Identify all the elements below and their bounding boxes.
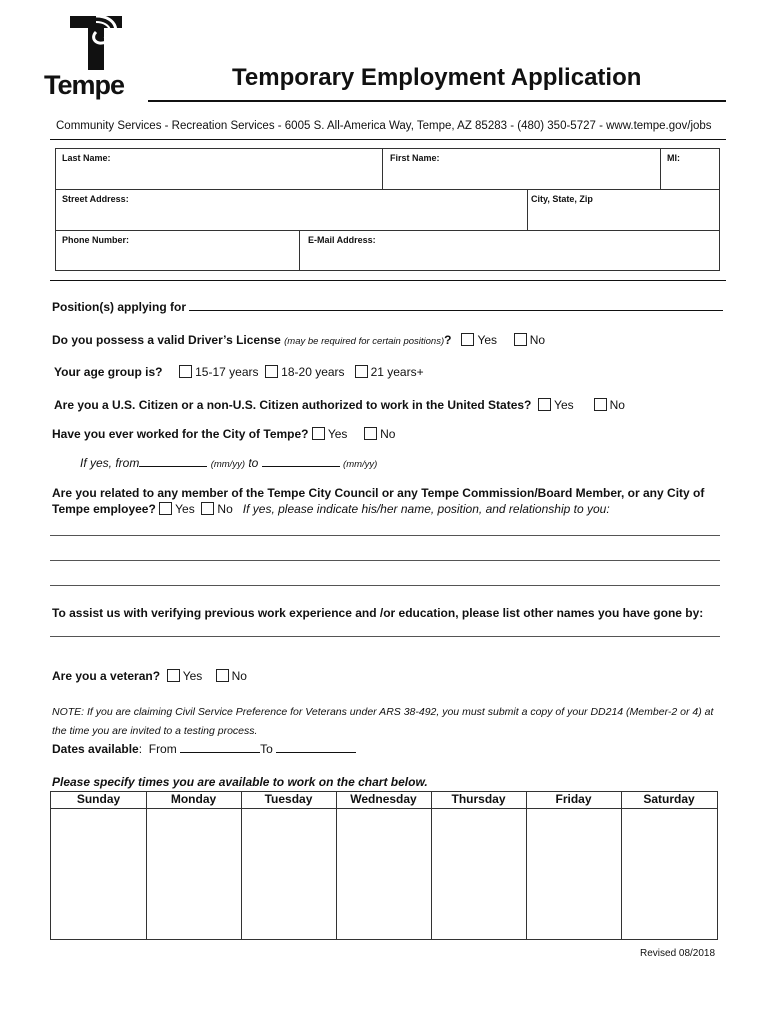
schedule-day-tuesday: Tuesday — [264, 792, 313, 806]
availability-schedule-table[interactable] — [50, 791, 718, 940]
related-instruction: If yes, please indicate his/her name, position, and relationship to you: — [242, 502, 610, 516]
street-address-field[interactable]: Street Address: — [62, 194, 129, 204]
worked-to-label: to — [248, 456, 259, 470]
other-names-answer-line[interactable] — [50, 636, 720, 637]
citizen-yes-checkbox[interactable] — [538, 398, 551, 411]
veteran-yes-checkbox[interactable] — [167, 669, 180, 682]
drivers-license-note: (may be required for certain positions) — [284, 336, 445, 347]
worked-to-format: (mm/yy) — [343, 459, 378, 470]
worked-city-yes-checkbox[interactable] — [312, 427, 325, 440]
related-no-checkbox[interactable] — [201, 502, 214, 515]
dates-from-input[interactable] — [180, 742, 260, 753]
position-label: Position(s) applying for — [52, 300, 186, 314]
worked-city-question — [52, 427, 395, 441]
related-no-label: No — [217, 502, 233, 516]
schedule-instruction: Please specify times you are available to work on the chart below. — [52, 775, 428, 789]
worked-dates-row — [80, 456, 377, 470]
citizen-yes-label: Yes — [554, 398, 574, 412]
worked-from-input[interactable] — [139, 456, 207, 467]
position-question — [52, 300, 723, 314]
city-state-zip-field[interactable]: City, State, Zip — [531, 194, 593, 204]
citizen-no-label: No — [609, 398, 625, 412]
related-answer-line-3[interactable] — [50, 585, 720, 586]
last-name-field[interactable]: Last Name: — [62, 153, 111, 163]
dates-to-input[interactable] — [276, 742, 356, 753]
revision-date: Revised 08/2018 — [640, 948, 716, 959]
logo-wordmark: Tempe — [44, 70, 125, 100]
tempe-logo-icon — [66, 12, 170, 72]
worked-city-yes-label: Yes — [327, 427, 348, 441]
worked-to-input[interactable] — [262, 456, 340, 467]
drivers-license-question — [52, 333, 545, 347]
age-15-17-label: 15-17 years — [195, 365, 259, 379]
citizen-no-checkbox[interactable] — [594, 398, 607, 411]
drivers-license-label: Do you possess a valid Driver’s License — [52, 333, 281, 347]
age-21-plus-checkbox[interactable] — [355, 365, 368, 378]
veteran-no-checkbox[interactable] — [216, 669, 229, 682]
age-group-label: Your age group is? — [54, 365, 163, 379]
title-divider — [148, 100, 726, 102]
related-answer-line-1[interactable] — [50, 535, 720, 536]
schedule-day-thursday: Thursday — [451, 792, 506, 806]
veteran-no-label: No — [231, 669, 247, 683]
age-15-17-checkbox[interactable] — [179, 365, 192, 378]
age-21-plus-label: 21 years+ — [370, 365, 424, 379]
drivers-license-yes-checkbox[interactable] — [461, 333, 474, 346]
schedule-day-sunday: Sunday — [76, 792, 121, 806]
veteran-note: NOTE: If you are claiming Civil Service Preference for Veterans under ARS 38-492, you must submit a copy of your DD214 (Member-2 or 4) at the time you are invited to a testing process. — [52, 706, 714, 737]
related-yes-label: Yes — [175, 502, 195, 516]
age-18-20-label: 18-20 years — [281, 365, 345, 379]
related-question-line2 — [52, 502, 610, 516]
drivers-license-yes-label: Yes — [477, 333, 498, 347]
position-input[interactable] — [189, 300, 723, 311]
veteran-label: Are you a veteran? — [52, 669, 161, 683]
related-question-line1: Are you related to any member of the Tempe City Council or any Tempe Commission/Board Member, or any City of — [52, 486, 705, 500]
page-title: Temporary Employment Application — [232, 64, 642, 91]
section-divider — [50, 280, 726, 281]
email-address-field[interactable]: E-Mail Address: — [308, 235, 376, 245]
worked-from-format: (mm/yy) — [210, 459, 245, 470]
drivers-license-no-checkbox[interactable] — [514, 333, 527, 346]
contact-divider — [50, 139, 726, 140]
dates-available-label: Dates available — [52, 742, 139, 756]
worked-from-label: If yes, from — [80, 456, 140, 470]
age-18-20-checkbox[interactable] — [265, 365, 278, 378]
schedule-day-wednesday: Wednesday — [350, 792, 417, 806]
citizen-label: Are you a U.S. Citizen or a non-U.S. Citizen authorized to work in the United States? — [54, 398, 532, 412]
contact-line: Community Services - Recreation Services - 6005 S. All-America Way, Tempe, AZ 85283 - (480) 350-5727 - www.tempe.gov/jobs — [56, 120, 712, 132]
drivers-license-no-label: No — [529, 333, 546, 347]
dates-from-label: From — [148, 742, 177, 756]
worked-city-no-checkbox[interactable] — [364, 427, 377, 440]
other-names-label: To assist us with verifying previous work experience and /or education, please list other names you have gone by: — [52, 606, 704, 620]
related-yes-checkbox[interactable] — [159, 502, 172, 515]
schedule-day-friday: Friday — [555, 792, 592, 806]
personal-info-table — [55, 148, 720, 271]
worked-city-no-label: No — [380, 427, 396, 441]
worked-city-label: Have you ever worked for the City of Tempe? — [52, 427, 309, 441]
tempe-logo — [44, 12, 148, 100]
related-label: Tempe employee? — [52, 502, 156, 516]
phone-number-field[interactable]: Phone Number: — [62, 235, 130, 245]
related-answer-line-2[interactable] — [50, 560, 720, 561]
dates-available-row: Dates available: From To — [52, 742, 356, 756]
first-name-field[interactable]: First Name: — [390, 153, 440, 163]
mi-field[interactable]: MI: — [667, 153, 680, 163]
schedule-day-saturday: Saturday — [643, 792, 695, 806]
veteran-yes-label: Yes — [182, 669, 203, 683]
schedule-day-monday: Monday — [170, 792, 217, 806]
age-group-question — [54, 365, 424, 379]
drivers-license-suffix: ? — [444, 333, 452, 347]
veteran-question — [52, 669, 247, 683]
citizen-question — [54, 398, 625, 412]
dates-to-label: To — [260, 742, 273, 756]
